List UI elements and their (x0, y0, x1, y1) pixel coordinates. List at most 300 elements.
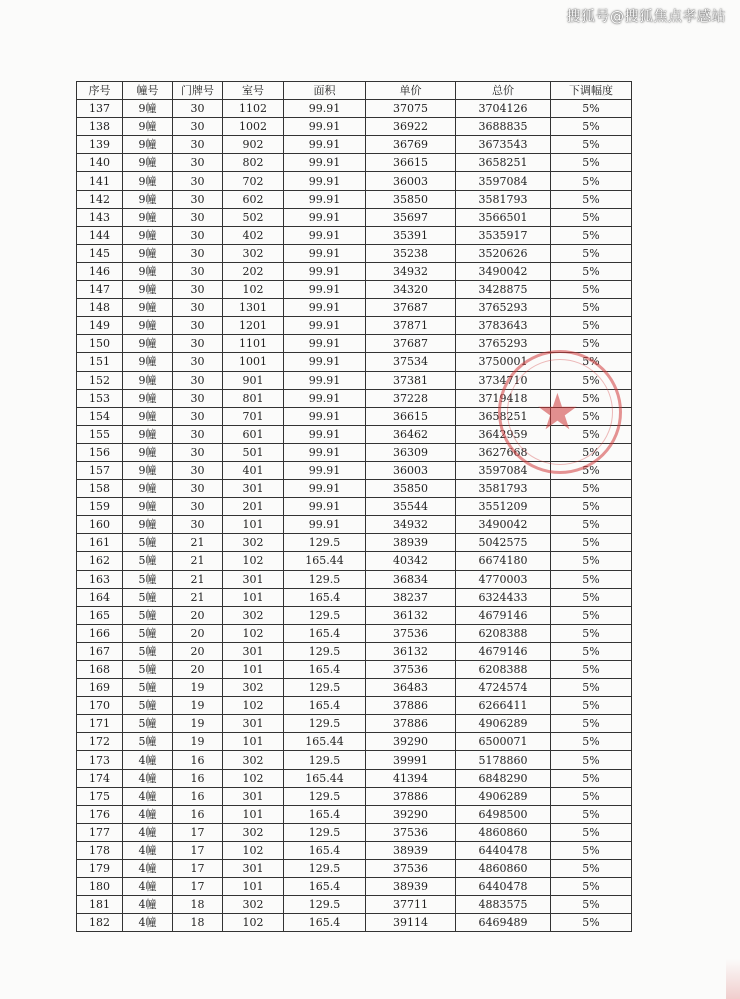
table-cell: 101 (223, 805, 284, 823)
table-cell: 165.4 (284, 841, 366, 859)
table-cell: 165.44 (284, 733, 366, 751)
table-cell: 16 (173, 787, 223, 805)
table-row (77, 154, 632, 172)
table-cell: 99.91 (284, 407, 366, 425)
column-header: 门牌号 (173, 82, 223, 100)
table-cell: 602 (223, 190, 284, 208)
table-cell: 129.5 (284, 642, 366, 660)
table-cell: 165.4 (284, 661, 366, 679)
table-cell: 166 (77, 624, 123, 642)
table-cell: 129.5 (284, 823, 366, 841)
table-cell: 163 (77, 570, 123, 588)
table-cell: 3783643 (456, 317, 551, 335)
table-cell: 6500071 (456, 733, 551, 751)
table-cell: 165.44 (284, 769, 366, 787)
table-cell: 20 (173, 624, 223, 642)
table-cell: 37381 (366, 371, 456, 389)
table-cell: 9幢 (123, 262, 173, 280)
table-cell: 9幢 (123, 172, 173, 190)
table-cell: 5幢 (123, 642, 173, 660)
table-row (77, 733, 632, 751)
table-cell: 5% (551, 534, 632, 552)
table-cell: 4906289 (456, 787, 551, 805)
table-cell: 41394 (366, 769, 456, 787)
table-row (77, 769, 632, 787)
table-cell: 802 (223, 154, 284, 172)
table-cell: 1101 (223, 335, 284, 353)
table-cell: 5% (551, 335, 632, 353)
table-cell: 138 (77, 118, 123, 136)
table-cell: 16 (173, 805, 223, 823)
table-cell: 4幢 (123, 841, 173, 859)
table-cell: 30 (173, 262, 223, 280)
table-cell: 4906289 (456, 715, 551, 733)
table-cell: 34320 (366, 281, 456, 299)
table-cell: 99.91 (284, 281, 366, 299)
table-cell: 202 (223, 262, 284, 280)
table-cell: 301 (223, 570, 284, 588)
table-cell: 36483 (366, 679, 456, 697)
table-cell: 153 (77, 389, 123, 407)
table-cell: 35697 (366, 208, 456, 226)
table-cell: 701 (223, 407, 284, 425)
table-cell: 5% (551, 552, 632, 570)
table-cell: 36615 (366, 407, 456, 425)
table-cell: 401 (223, 461, 284, 479)
table-row (77, 262, 632, 280)
table-cell: 36834 (366, 570, 456, 588)
table-cell: 4幢 (123, 769, 173, 787)
table-cell: 37534 (366, 353, 456, 371)
table-cell: 30 (173, 389, 223, 407)
table-cell: 301 (223, 860, 284, 878)
price-table-sheet (76, 81, 631, 932)
table-cell: 5幢 (123, 588, 173, 606)
table-row (77, 443, 632, 461)
table-cell: 151 (77, 353, 123, 371)
table-cell: 18 (173, 896, 223, 914)
table-cell: 165.4 (284, 878, 366, 896)
table-cell: 501 (223, 443, 284, 461)
table-row (77, 570, 632, 588)
table-cell: 5% (551, 841, 632, 859)
table-cell: 6440478 (456, 841, 551, 859)
table-cell: 37536 (366, 624, 456, 642)
table-row (77, 190, 632, 208)
table-cell: 30 (173, 480, 223, 498)
table-cell: 4幢 (123, 896, 173, 914)
table-cell: 3490042 (456, 516, 551, 534)
table-cell: 99.91 (284, 335, 366, 353)
table-cell: 20 (173, 642, 223, 660)
table-cell: 302 (223, 823, 284, 841)
table-cell: 175 (77, 787, 123, 805)
table-cell: 6498500 (456, 805, 551, 823)
column-header: 室号 (223, 82, 284, 100)
table-cell: 5% (551, 878, 632, 896)
table-cell: 3750001 (456, 353, 551, 371)
table-cell: 1301 (223, 299, 284, 317)
table-cell: 147 (77, 281, 123, 299)
table-cell: 9幢 (123, 208, 173, 226)
table-cell: 167 (77, 642, 123, 660)
table-cell: 3535917 (456, 226, 551, 244)
table-row (77, 896, 632, 914)
table-cell: 20 (173, 661, 223, 679)
table-cell: 5% (551, 805, 632, 823)
table-cell: 148 (77, 299, 123, 317)
table-cell: 5% (551, 226, 632, 244)
table-cell: 37687 (366, 335, 456, 353)
table-cell: 176 (77, 805, 123, 823)
table-cell: 37687 (366, 299, 456, 317)
table-cell: 102 (223, 769, 284, 787)
column-header: 序号 (77, 82, 123, 100)
table-cell: 30 (173, 172, 223, 190)
table-cell: 6674180 (456, 552, 551, 570)
table-cell: 1002 (223, 118, 284, 136)
table-cell: 3520626 (456, 244, 551, 262)
table-cell: 101 (223, 588, 284, 606)
table-cell: 302 (223, 606, 284, 624)
table-cell: 37886 (366, 715, 456, 733)
table-cell: 30 (173, 154, 223, 172)
table-cell: 30 (173, 299, 223, 317)
table-cell: 150 (77, 335, 123, 353)
table-cell: 137 (77, 100, 123, 118)
table-cell: 99.91 (284, 443, 366, 461)
table-cell: 173 (77, 751, 123, 769)
table-cell: 9幢 (123, 335, 173, 353)
table-cell: 5% (551, 353, 632, 371)
table-cell: 99.91 (284, 498, 366, 516)
table-cell: 36003 (366, 172, 456, 190)
table-cell: 35238 (366, 244, 456, 262)
table-cell: 102 (223, 552, 284, 570)
table-cell: 16 (173, 751, 223, 769)
table-cell: 152 (77, 371, 123, 389)
table-cell: 5% (551, 461, 632, 479)
table-cell: 36309 (366, 443, 456, 461)
table-cell: 165.4 (284, 624, 366, 642)
table-cell: 102 (223, 281, 284, 299)
corner-stamp-fragment (726, 959, 740, 999)
table-cell: 902 (223, 136, 284, 154)
table-cell: 30 (173, 516, 223, 534)
table-cell: 39290 (366, 733, 456, 751)
table-cell: 5% (551, 100, 632, 118)
table-cell: 5% (551, 715, 632, 733)
table-cell: 16 (173, 769, 223, 787)
table-cell: 3642959 (456, 425, 551, 443)
table-cell: 702 (223, 172, 284, 190)
table-cell: 5% (551, 769, 632, 787)
table-cell: 171 (77, 715, 123, 733)
table-cell: 36462 (366, 425, 456, 443)
table-cell: 5% (551, 118, 632, 136)
table-row (77, 715, 632, 733)
table-cell: 9幢 (123, 461, 173, 479)
table-header-row (77, 82, 632, 100)
table-cell: 6324433 (456, 588, 551, 606)
table-cell: 4724574 (456, 679, 551, 697)
table-cell: 9幢 (123, 516, 173, 534)
table-cell: 99.91 (284, 136, 366, 154)
table-row (77, 281, 632, 299)
table-cell: 5幢 (123, 733, 173, 751)
table-cell: 3551209 (456, 498, 551, 516)
table-cell: 21 (173, 534, 223, 552)
table-cell: 99.91 (284, 244, 366, 262)
table-cell: 156 (77, 443, 123, 461)
table-cell: 4860860 (456, 823, 551, 841)
table-cell: 102 (223, 841, 284, 859)
table-cell: 5% (551, 299, 632, 317)
table-cell: 39290 (366, 805, 456, 823)
table-row (77, 208, 632, 226)
table-cell: 601 (223, 425, 284, 443)
table-cell: 99.91 (284, 371, 366, 389)
table-cell: 3581793 (456, 480, 551, 498)
table-cell: 99.91 (284, 317, 366, 335)
table-cell: 181 (77, 896, 123, 914)
table-cell: 19 (173, 697, 223, 715)
table-cell: 37228 (366, 389, 456, 407)
table-cell: 19 (173, 679, 223, 697)
table-cell: 3627668 (456, 443, 551, 461)
table-cell: 157 (77, 461, 123, 479)
table-cell: 30 (173, 353, 223, 371)
table-row (77, 860, 632, 878)
table-cell: 30 (173, 136, 223, 154)
table-cell: 5% (551, 443, 632, 461)
table-row (77, 823, 632, 841)
table-cell: 5178860 (456, 751, 551, 769)
table-cell: 5幢 (123, 606, 173, 624)
table-cell: 3765293 (456, 335, 551, 353)
price-table (76, 81, 632, 932)
table-cell: 3673543 (456, 136, 551, 154)
table-cell: 160 (77, 516, 123, 534)
table-cell: 165.4 (284, 805, 366, 823)
table-cell: 99.91 (284, 353, 366, 371)
column-header: 下调幅度 (551, 82, 632, 100)
table-row (77, 425, 632, 443)
table-cell: 158 (77, 480, 123, 498)
table-cell: 37536 (366, 860, 456, 878)
table-cell: 99.91 (284, 461, 366, 479)
table-cell: 5% (551, 190, 632, 208)
table-cell: 19 (173, 715, 223, 733)
table-cell: 30 (173, 190, 223, 208)
table-cell: 9幢 (123, 281, 173, 299)
table-cell: 3688835 (456, 118, 551, 136)
table-cell: 6440478 (456, 878, 551, 896)
table-cell: 19 (173, 733, 223, 751)
table-cell: 5% (551, 262, 632, 280)
table-cell: 21 (173, 570, 223, 588)
table-cell: 143 (77, 208, 123, 226)
table-cell: 302 (223, 534, 284, 552)
table-row (77, 624, 632, 642)
table-cell: 21 (173, 588, 223, 606)
table-cell: 165.4 (284, 914, 366, 932)
table-cell: 9幢 (123, 425, 173, 443)
table-cell: 36922 (366, 118, 456, 136)
table-cell: 9幢 (123, 226, 173, 244)
table-cell: 99.91 (284, 226, 366, 244)
table-cell: 36615 (366, 154, 456, 172)
table-row (77, 389, 632, 407)
table-row (77, 661, 632, 679)
table-row (77, 751, 632, 769)
table-cell: 182 (77, 914, 123, 932)
table-cell: 99.91 (284, 118, 366, 136)
table-cell: 5042575 (456, 534, 551, 552)
table-cell: 4幢 (123, 914, 173, 932)
table-cell: 502 (223, 208, 284, 226)
table-cell: 180 (77, 878, 123, 896)
table-cell: 99.91 (284, 190, 366, 208)
table-row (77, 534, 632, 552)
table-cell: 3734710 (456, 371, 551, 389)
table-cell: 3765293 (456, 299, 551, 317)
table-cell: 99.91 (284, 208, 366, 226)
table-cell: 5% (551, 606, 632, 624)
table-cell: 165.4 (284, 588, 366, 606)
table-cell: 5% (551, 389, 632, 407)
table-cell: 99.91 (284, 389, 366, 407)
table-cell: 9幢 (123, 443, 173, 461)
table-cell: 165 (77, 606, 123, 624)
column-header: 总价 (456, 82, 551, 100)
table-cell: 5% (551, 570, 632, 588)
table-row (77, 461, 632, 479)
table-row (77, 805, 632, 823)
table-cell: 101 (223, 878, 284, 896)
table-cell: 30 (173, 281, 223, 299)
table-cell: 169 (77, 679, 123, 697)
table-cell: 4幢 (123, 805, 173, 823)
table-cell: 37711 (366, 896, 456, 914)
table-cell: 36132 (366, 642, 456, 660)
table-cell: 17 (173, 841, 223, 859)
table-row (77, 498, 632, 516)
table-cell: 129.5 (284, 570, 366, 588)
table-cell: 5% (551, 480, 632, 498)
table-cell: 17 (173, 823, 223, 841)
table-cell: 129.5 (284, 606, 366, 624)
table-cell: 99.91 (284, 480, 366, 498)
table-cell: 30 (173, 498, 223, 516)
table-row (77, 588, 632, 606)
table-cell: 5% (551, 588, 632, 606)
table-cell: 5% (551, 733, 632, 751)
table-cell: 30 (173, 425, 223, 443)
table-row (77, 516, 632, 534)
table-cell: 3719418 (456, 389, 551, 407)
table-cell: 35850 (366, 190, 456, 208)
table-cell: 9幢 (123, 498, 173, 516)
table-cell: 3566501 (456, 208, 551, 226)
table-cell: 6208388 (456, 661, 551, 679)
table-cell: 5% (551, 860, 632, 878)
table-cell: 30 (173, 335, 223, 353)
table-row (77, 914, 632, 932)
table-row (77, 353, 632, 371)
table-row (77, 606, 632, 624)
table-cell: 30 (173, 461, 223, 479)
table-row (77, 335, 632, 353)
table-row (77, 172, 632, 190)
table-cell: 9幢 (123, 118, 173, 136)
table-cell: 17 (173, 878, 223, 896)
column-header: 单价 (366, 82, 456, 100)
table-cell: 37075 (366, 100, 456, 118)
table-cell: 30 (173, 226, 223, 244)
table-row (77, 841, 632, 859)
table-cell: 5% (551, 136, 632, 154)
table-cell: 30 (173, 443, 223, 461)
table-cell: 9幢 (123, 407, 173, 425)
table-cell: 99.91 (284, 154, 366, 172)
table-cell: 3428875 (456, 281, 551, 299)
table-row (77, 317, 632, 335)
table-cell: 9幢 (123, 317, 173, 335)
table-cell: 302 (223, 751, 284, 769)
table-cell: 5% (551, 914, 632, 932)
table-cell: 154 (77, 407, 123, 425)
table-cell: 39114 (366, 914, 456, 932)
table-cell: 168 (77, 661, 123, 679)
table-row (77, 299, 632, 317)
table-cell: 402 (223, 226, 284, 244)
table-cell: 129.5 (284, 534, 366, 552)
table-row (77, 679, 632, 697)
table-cell: 6469489 (456, 914, 551, 932)
table-cell: 99.91 (284, 516, 366, 534)
table-row (77, 642, 632, 660)
table-cell: 172 (77, 733, 123, 751)
table-cell: 4幢 (123, 860, 173, 878)
table-cell: 146 (77, 262, 123, 280)
table-cell: 5% (551, 751, 632, 769)
table-row (77, 878, 632, 896)
table-cell: 101 (223, 733, 284, 751)
table-cell: 37536 (366, 823, 456, 841)
table-cell: 3658251 (456, 154, 551, 172)
table-cell: 170 (77, 697, 123, 715)
table-cell: 101 (223, 661, 284, 679)
table-cell: 201 (223, 498, 284, 516)
table-cell: 9幢 (123, 244, 173, 262)
table-cell: 5幢 (123, 552, 173, 570)
table-row (77, 226, 632, 244)
table-cell: 162 (77, 552, 123, 570)
table-cell: 5% (551, 407, 632, 425)
table-cell: 37886 (366, 697, 456, 715)
table-cell: 36769 (366, 136, 456, 154)
table-cell: 5% (551, 661, 632, 679)
table-cell: 155 (77, 425, 123, 443)
table-cell: 9幢 (123, 371, 173, 389)
table-row (77, 697, 632, 715)
table-cell: 3704126 (456, 100, 551, 118)
table-cell: 34932 (366, 516, 456, 534)
table-cell: 35544 (366, 498, 456, 516)
table-cell: 5% (551, 425, 632, 443)
table-cell: 5幢 (123, 661, 173, 679)
